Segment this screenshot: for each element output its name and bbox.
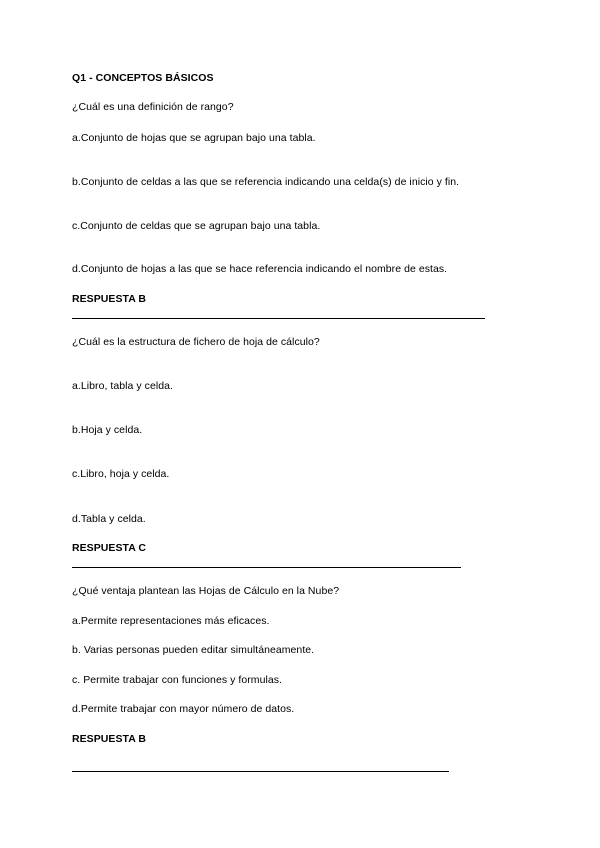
question-1-option-d: d.Conjunto de hojas a las que se hace referencia indicando el nombre de estas.: [72, 263, 448, 275]
question-3-answer: RESPUESTA B: [72, 733, 147, 745]
question-2-option-b: b.Hoja y celda.: [72, 424, 143, 436]
question-2-option-c: c.Libro, hoja y celda.: [72, 468, 170, 480]
document-title: Q1 - CONCEPTOS BÁSICOS: [72, 72, 214, 84]
question-2-option-a: a.Libro, tabla y celda.: [72, 380, 173, 392]
question-2-text: ¿Cuál es la estructura de fichero de hoja de cálculo?: [72, 336, 320, 348]
answer-divider: [72, 771, 449, 772]
question-1-answer: RESPUESTA B: [72, 293, 147, 305]
question-3-option-a: a.Permite representaciones más eficaces.: [72, 615, 270, 627]
question-1-option-b: b.Conjunto de celdas a las que se referencia indicando una celda(s) de inicio y fin.: [72, 176, 460, 188]
answer-divider: [72, 318, 485, 319]
question-3-option-c: c. Permite trabajar con funciones y formulas.: [72, 674, 283, 686]
question-1-text: ¿Cuál es una definición de rango?: [72, 101, 234, 113]
question-3-text: ¿Qué ventaja plantean las Hojas de Cálculo en la Nube?: [72, 585, 340, 597]
question-3-option-b: b. Varias personas pueden editar simultáneamente.: [72, 644, 315, 656]
question-1-option-c: c.Conjunto de celdas que se agrupan bajo una tabla.: [72, 220, 321, 232]
question-2-option-d: d.Tabla y celda.: [72, 513, 146, 525]
answer-divider: [72, 567, 461, 568]
question-1-option-a: a.Conjunto de hojas que se agrupan bajo una tabla.: [72, 132, 316, 144]
question-2-answer: RESPUESTA C: [72, 542, 147, 554]
question-3-option-d: d.Permite trabajar con mayor número de datos.: [72, 703, 295, 715]
